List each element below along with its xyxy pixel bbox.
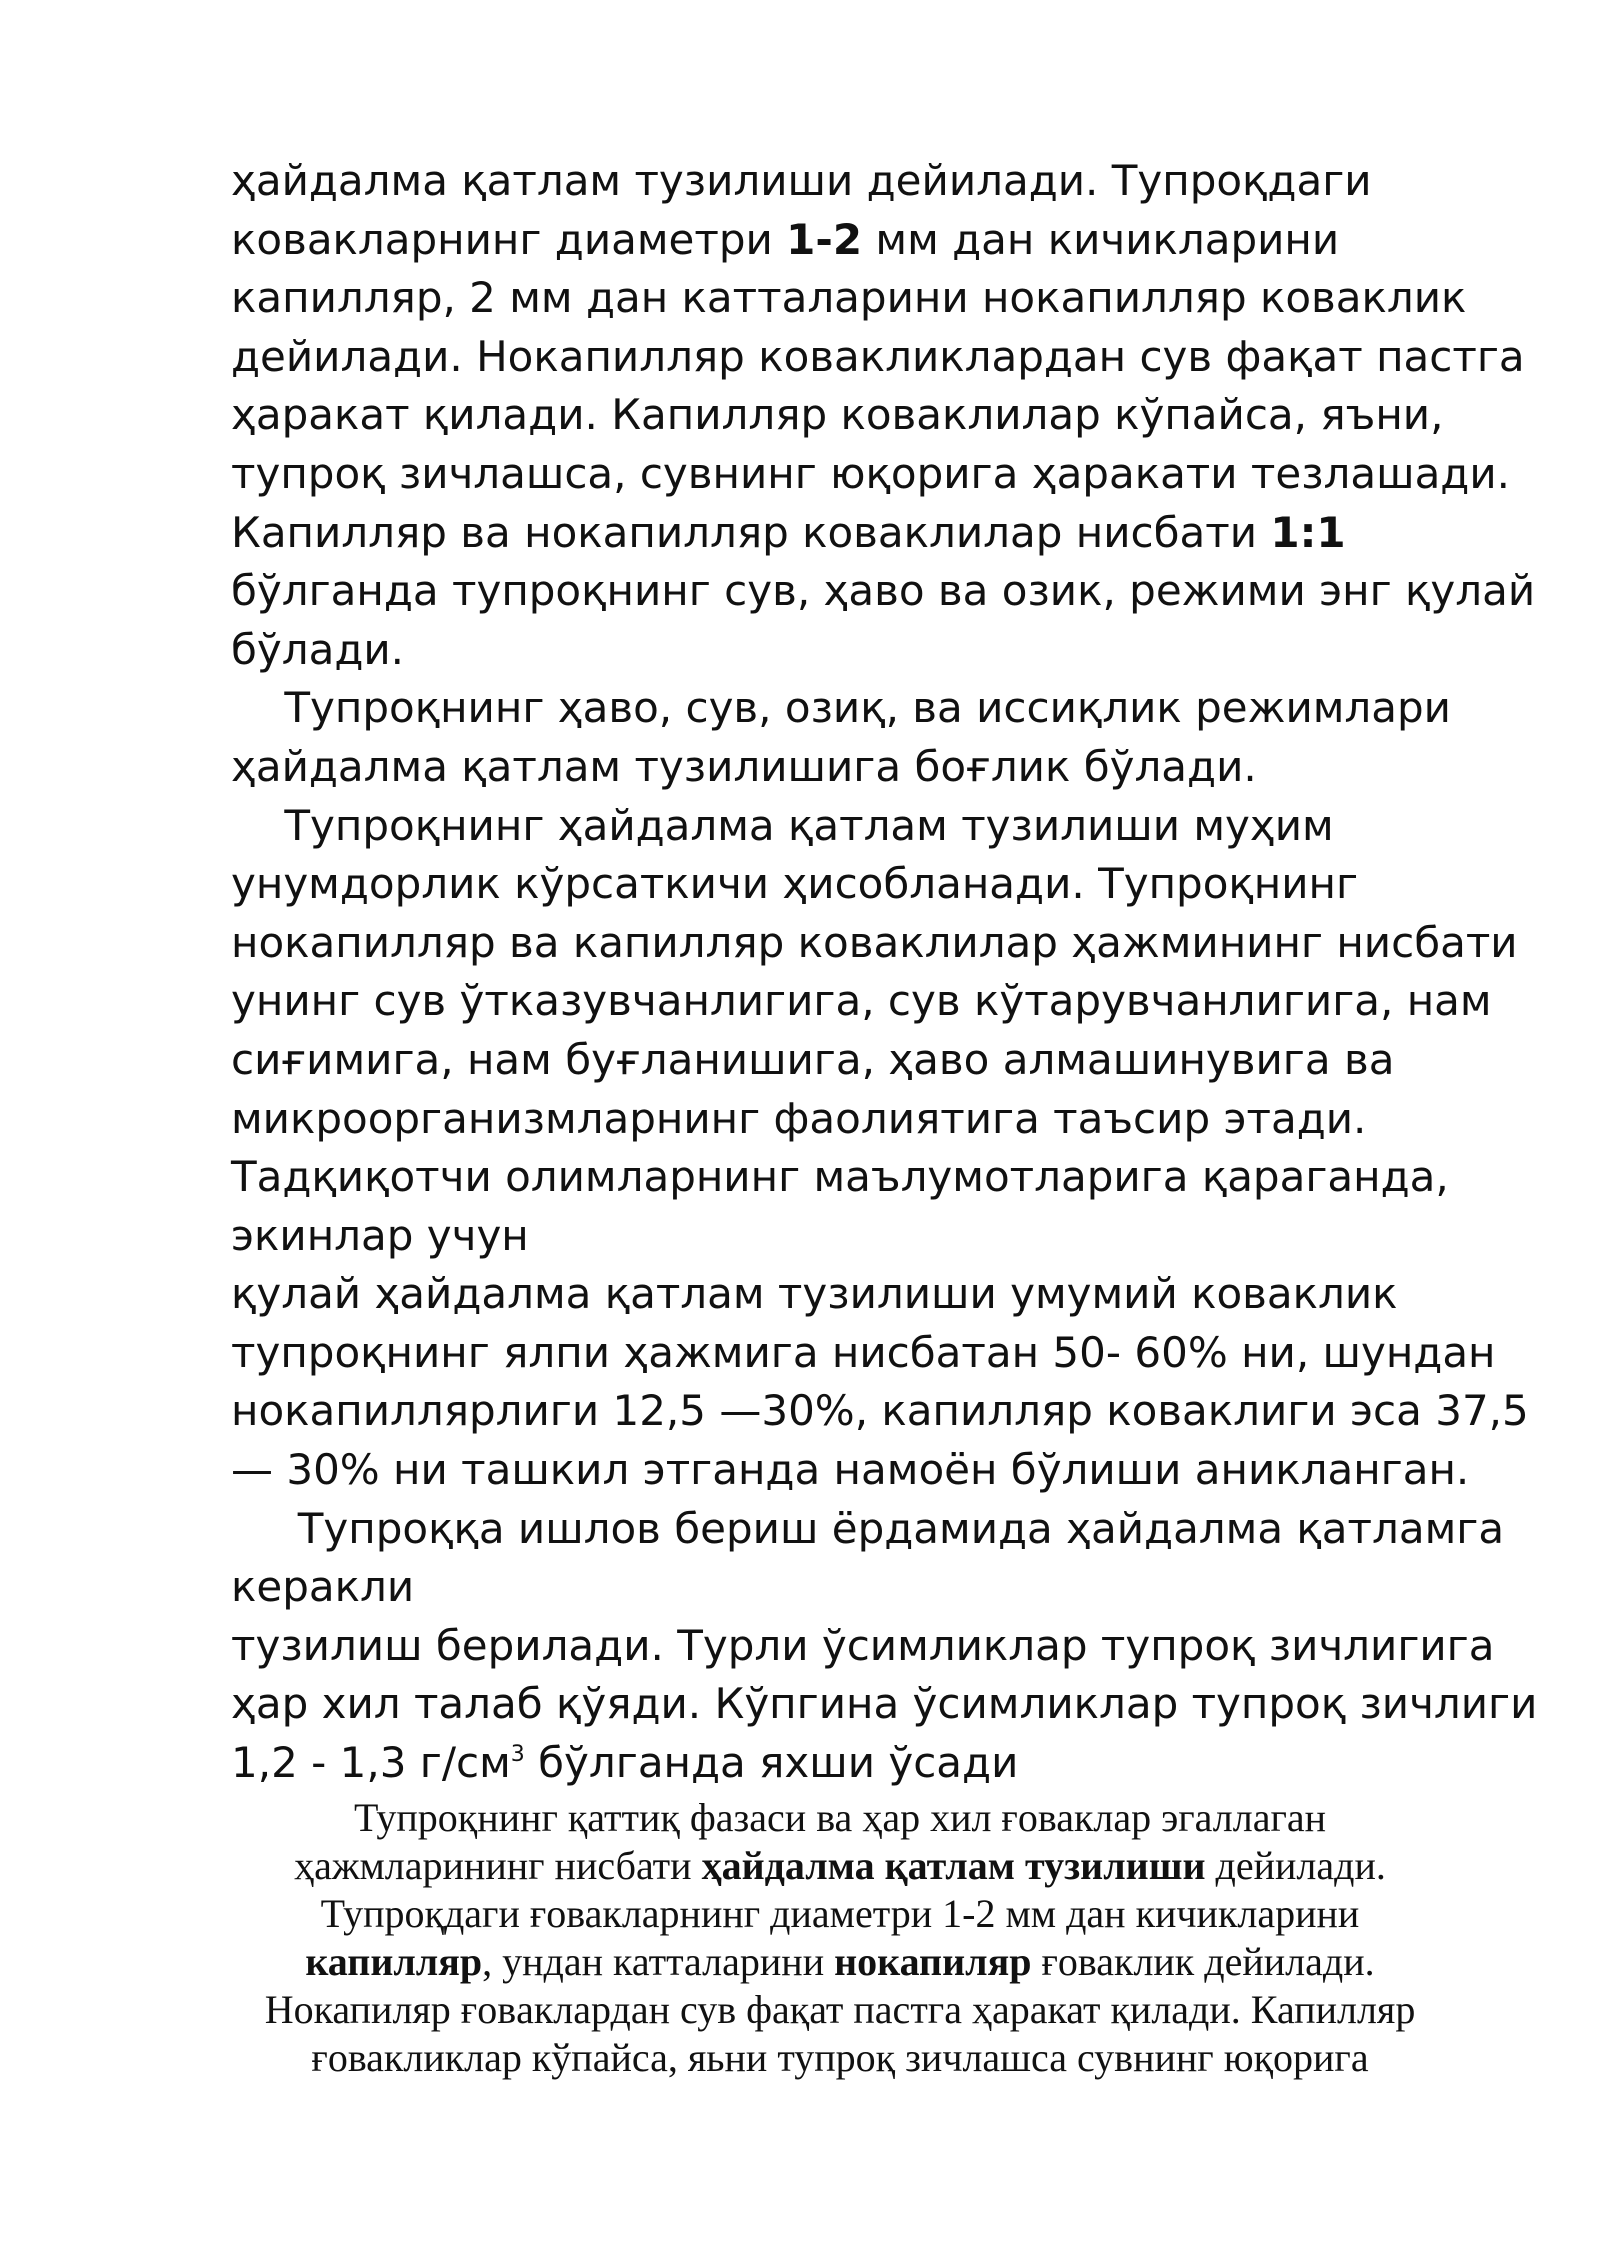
text-run: бўлади. [231,624,405,674]
text-run: нокапиллярлиги 12,5 —30%, капилляр коваклиги эса 37,5 [231,1386,1529,1436]
text-run: Тупроққа ишлов бериш ёрдамида ҳайдалма қатламга [231,1503,1505,1553]
text-run: қулай ҳайдалма қатлам тузилиши умумий коваклик [231,1269,1398,1319]
text-run: ҳайдалма қатлам тузилишига боғлик бўлади. [231,741,1257,791]
text-run: бўлганда яхши ўсади [524,1738,1019,1788]
text-run: , ундан катталарини [482,1939,835,1984]
text-run: тупроқ зичлашса, сувнинг юқорига ҳаракати тезлашади. [231,448,1510,498]
text-run: ҳажмларининг нисбати [294,1843,702,1888]
bold-text: нокапиляр [834,1939,1032,1984]
body-line [231,1090,1561,1149]
text-run: ғоваклик дейилади. [1031,1939,1375,1984]
body-line [231,1617,1561,1676]
text-run: — 30% ни ташкил этганда намоён бўлиши аникланган. [231,1445,1470,1495]
body-line [231,914,1561,973]
body-line [231,211,1561,270]
text-run: ғовакликлар кўпайса, яьни тупроқ зичлашса сувнинг юқорига [311,2035,1369,2080]
body-line [231,1382,1561,1441]
body-line [231,269,1561,328]
text-run: мм дан кичикларини [862,214,1340,264]
serif-line [200,1842,1480,1890]
text-run: тузилиш берилади. Турли ўсимликлар тупроқ зичлигига [231,1620,1495,1670]
text-run: Тупроқнинг қаттиқ фазаси ва ҳар хил ғоваклар эгаллаган [353,1795,1327,1840]
text-run: микроорганизмларнинг фаолиятига таъсир этади. [231,1093,1367,1143]
bold-text: 1-2 [786,214,863,264]
text-run: ковакларнинг диаметри [231,214,787,264]
body-line [231,1675,1561,1734]
body-line [231,1031,1561,1090]
body-line [231,328,1561,387]
text-run: Тадқиқотчи олимларнинг маълумотларига қараганда, [231,1152,1449,1202]
text-run: дейилади. Нокапилляр ковакликлардан сув фақат пастга [231,331,1525,381]
body-line [231,621,1561,680]
bold-text: ҳайдалма қатлам тузилиши [701,1843,1206,1888]
body-line [231,445,1561,504]
serif-line [200,1986,1480,2034]
main-text-block [231,152,1561,1793]
body-line [231,797,1561,856]
body-line [231,152,1561,211]
serif-line [200,1794,1480,1842]
text-run: Капилляр ва нокапилляр коваклилар нисбати [231,507,1271,557]
text-run: унинг сув ўтказувчанлигига, сув кўтарувчанлигига, нам [231,976,1492,1026]
body-line [231,1207,1561,1266]
body-line [231,855,1561,914]
text-run: 1,2 - 1,3 г/см [231,1738,511,1788]
serif-line [200,1938,1480,1986]
text-run: Тупроқнинг ҳайдалма қатлам тузилиши муҳим [231,800,1334,850]
body-line [231,1500,1561,1559]
text-run: керакли [231,1562,415,1612]
body-line [231,386,1561,445]
body-line [231,1734,1561,1793]
text-run: бўлганда тупроқнинг сув, ҳаво ва озик, режими энг қулай [231,566,1536,616]
serif-text-block [200,1794,1480,2082]
body-line [231,1324,1561,1383]
body-line [231,738,1561,797]
text-run: дейилади. [1205,1843,1386,1888]
bold-text: капилляр [305,1939,483,1984]
text-run: Тупроқнинг ҳаво, сув, озиқ, ва иссиқлик режимлари [231,683,1451,733]
text-run: капилляр, 2 мм дан катталарини нокапилляр коваклик [231,273,1467,323]
body-line [231,1558,1561,1617]
serif-line [200,1890,1480,1938]
body-line [231,562,1561,621]
superscript: 3 [510,1742,525,1768]
text-run: ҳар хил талаб қўяди. Кўпгина ўсимликлар тупроқ зичлиги [231,1679,1538,1729]
body-line [231,1148,1561,1207]
text-run: экинлар учун [231,1210,529,1260]
body-line [231,1265,1561,1324]
text-run: нокапилляр ва капилляр коваклилар ҳажмининг нисбати [231,917,1518,967]
text-run: тупроқнинг ялпи ҳажмига нисбатан 50- 60% ни, шундан [231,1327,1496,1377]
serif-line [200,2034,1480,2082]
body-line [231,679,1561,738]
body-line [231,972,1561,1031]
body-line [231,504,1561,563]
bold-text: 1:1 [1270,507,1346,557]
text-run: ҳайдалма қатлам тузилиши дейилади. Тупроқдаги [231,156,1372,205]
text-run: унумдорлик кўрсаткичи ҳисобланади. Тупроқнинг [231,859,1359,909]
text-run: Нокапиляр ғовaклардан сув фақат пастга ҳаракат қилади. Капилляр [264,1987,1416,2032]
text-run: сиғимига, нам буғланишига, ҳаво алмашинувига ва [231,1034,1395,1084]
body-line [231,1441,1561,1500]
text-run: Тупроқдаги ғовакларнинг диаметри 1-2 мм дан кичикларини [320,1891,1360,1936]
text-run: ҳаракат қилади. Капилляр коваклилар кўпайса, яъни, [231,390,1444,440]
